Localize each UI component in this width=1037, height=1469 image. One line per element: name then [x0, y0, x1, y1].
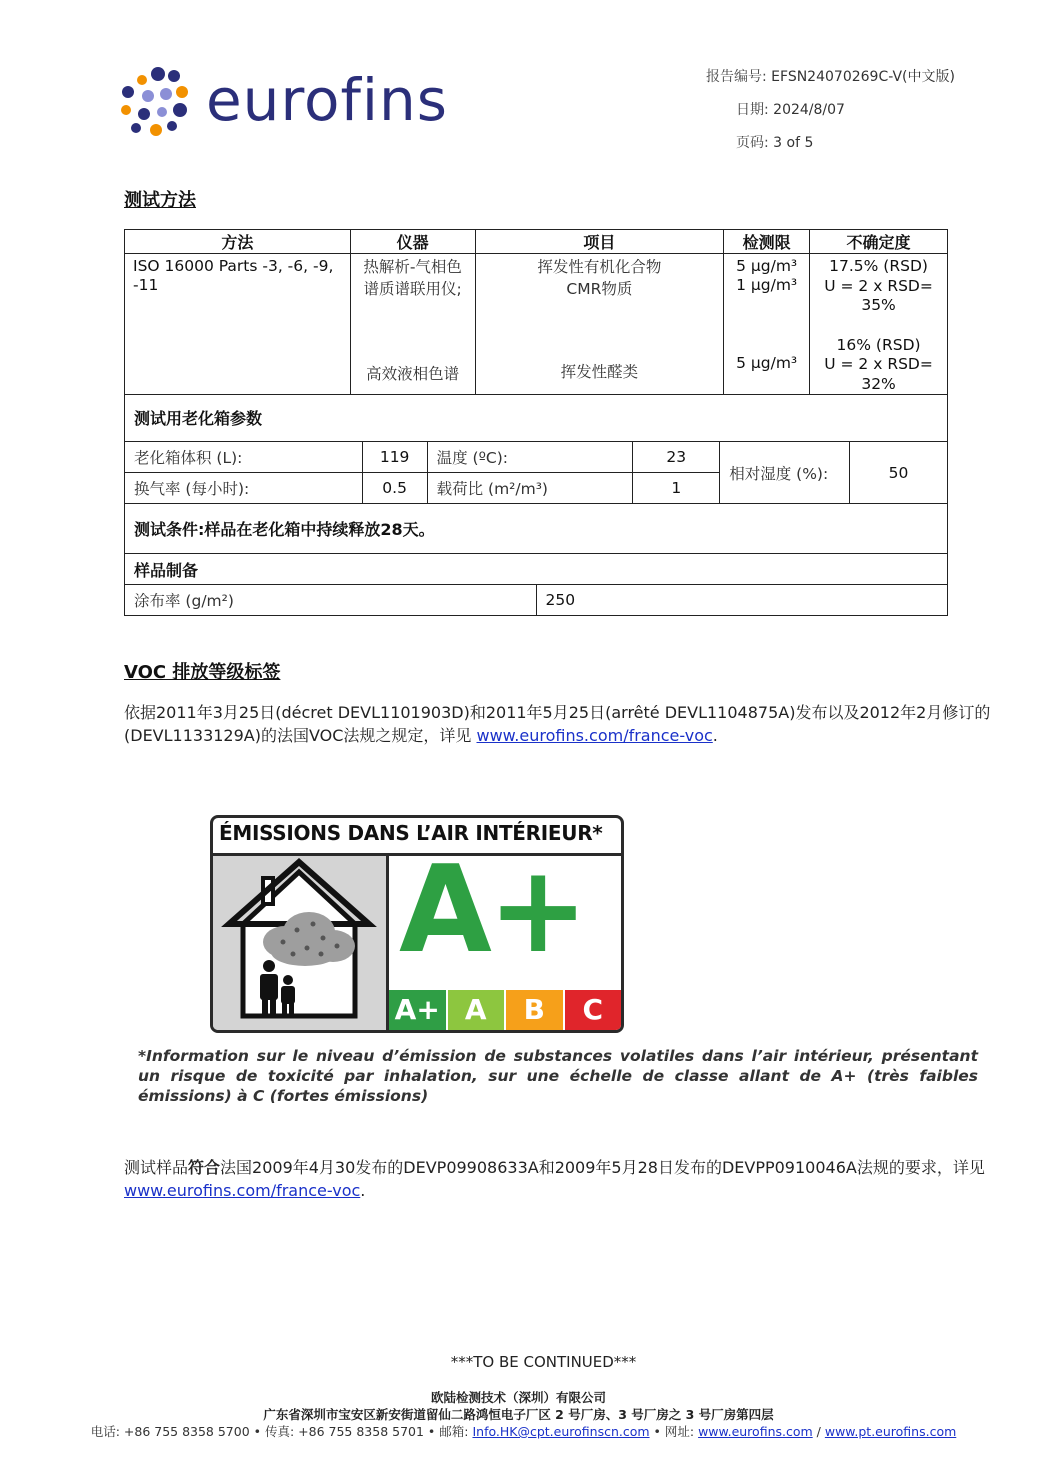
- limit-1b: 1 µg/m³: [736, 276, 798, 294]
- col-header-uncertainty: 不确定度: [810, 230, 948, 254]
- table-row: [125, 442, 948, 473]
- table-row: [125, 585, 948, 616]
- compliance-text: [124, 1156, 994, 1202]
- test-method-table: [124, 229, 948, 395]
- compliance-end: .: [360, 1181, 366, 1200]
- test-condition: 测试条件:样品在老化箱中持续释放28天。: [134, 520, 435, 539]
- section-title-test-method: 测试方法: [124, 190, 196, 211]
- france-voc-link-2[interactable]: www.eurofins.com/france-voc: [124, 1181, 361, 1200]
- item-1b: CMR物质: [566, 280, 633, 298]
- website-link-1[interactable]: www.eurofins.com: [698, 1424, 813, 1439]
- volume-value: 119: [362, 442, 427, 473]
- unc-1c: 35%: [861, 296, 896, 314]
- emission-note: *Information sur le niveau d’émission de substances volatiles dans l’air intérieur, présentant un risque de toxicité par inhalation, sur une échelle de classe allant de A+ (très faibles émissions) à C (fortes émissions): [138, 1047, 978, 1105]
- coating-rate-value: 250: [536, 585, 948, 616]
- voc-regulation-text: [124, 701, 994, 747]
- house-with-family-icon: [213, 856, 386, 1030]
- humidity-value: 50: [850, 442, 948, 504]
- report-number: EFSN24070269C-V(中文版): [771, 69, 955, 85]
- date-line: [736, 99, 845, 119]
- item-cell: [475, 254, 724, 395]
- air-change-value: 0.5: [362, 473, 427, 504]
- company-address: 广东省深圳市宝安区新安街道留仙二路鸿恒电子厂区 2 号厂房、3 号厂房之 3 号厂房第四层: [263, 1407, 774, 1422]
- table-header-row: [125, 230, 948, 254]
- instrument-2: 高效液相色谱: [366, 365, 460, 383]
- contact-phone-fax: 电话: +86 755 8358 5700 • 传真: +86 755 8358 5701 • 邮箱:: [90, 1424, 473, 1439]
- class-scale: [389, 990, 621, 1030]
- house-panel: [213, 856, 389, 1030]
- class-a-plus: A+: [389, 990, 448, 1030]
- web-separator: /: [812, 1424, 825, 1439]
- load-label: 载荷比 (m²/m³): [427, 473, 633, 504]
- page-number: 3 of 5: [773, 135, 814, 151]
- company-contact: [0, 1422, 1037, 1440]
- email-link[interactable]: Info.HK@cpt.eurofinscn.com: [472, 1424, 650, 1439]
- humidity-label: 相对湿度 (%):: [720, 442, 850, 504]
- chamber-title: 测试用老化箱参数: [134, 409, 263, 428]
- col-header-instrument: 仪器: [350, 230, 475, 254]
- page-line: [736, 132, 813, 152]
- load-value: 1: [633, 473, 720, 504]
- method-cell: ISO 16000 Parts -3, -6, -9, -11: [125, 254, 351, 395]
- table-row: [125, 254, 948, 395]
- col-header-limit: 检测限: [724, 230, 810, 254]
- chamber-table: [124, 441, 948, 504]
- limit-cell: [724, 254, 810, 395]
- prep-table: [124, 584, 948, 616]
- class-a: A: [448, 990, 507, 1030]
- unc-2b: U = 2 x RSD=: [824, 355, 933, 373]
- continued-marker: ***TO BE CONTINUED***: [450, 1353, 637, 1371]
- limit-2: 5 µg/m³: [736, 354, 798, 372]
- item-1a: 挥发性有机化合物: [537, 258, 662, 276]
- compliance-c: 法国2009年4月30发布的DEVP09908633A和2009年5月28日发布的DEVPP0910046A法规的要求，详见: [220, 1158, 985, 1177]
- volume-label: 老化箱体积 (L):: [125, 442, 363, 473]
- emission-label: [210, 815, 624, 1033]
- report-date: 2024/8/07: [773, 102, 845, 118]
- prep-title: 样品制备: [134, 561, 199, 580]
- air-change-label: 换气率 (每小时):: [125, 473, 363, 504]
- class-c: C: [565, 990, 622, 1030]
- france-voc-link[interactable]: www.eurofins.com/france-voc: [476, 726, 713, 745]
- class-b: B: [506, 990, 565, 1030]
- contact-web-label: • 网址:: [649, 1424, 699, 1439]
- instrument-1: 热解析-气相色谱质谱联用仪;: [363, 258, 462, 298]
- company-name: 欧陆检测技术（深圳）有限公司: [430, 1390, 606, 1405]
- grade-panel: [389, 841, 621, 990]
- report-number-label: 报告编号:: [706, 69, 767, 85]
- prep-title-row: [124, 553, 948, 585]
- report-number-line: [706, 66, 955, 86]
- section-title-voc: VOC 排放等级标签: [124, 662, 281, 683]
- voc-para-1: 依据2011年3月25日(décret DEVL1101903D)和2011年5月25日(arrêté DEVL1104875A)发布以及2012年2月修订的(DEVL1133129A)的法国VOC法规之规定，详见: [124, 703, 991, 745]
- condition-row: [124, 503, 948, 554]
- uncertainty-cell: [810, 254, 948, 395]
- col-header-item: 项目: [475, 230, 724, 254]
- chamber-title-row: [124, 390, 948, 442]
- website-link-2[interactable]: www.pt.eurofins.com: [824, 1424, 957, 1439]
- eurofins-logo: [118, 62, 478, 142]
- unc-1a: 17.5% (RSD): [829, 257, 928, 275]
- unc-2a: 16% (RSD): [836, 335, 921, 354]
- brand-name: eurofins: [206, 66, 449, 134]
- coating-rate-label: 涂布率 (g/m²): [125, 585, 537, 616]
- page-label: 页码:: [736, 135, 769, 151]
- temp-label: 温度 (ºC):: [427, 442, 633, 473]
- limit-1a: 5 µg/m³: [736, 257, 798, 275]
- unc-1b: U = 2 x RSD=: [824, 276, 933, 295]
- eurofins-logo-mark-icon: [118, 62, 198, 142]
- temp-value: 23: [633, 442, 720, 473]
- instrument-cell: [350, 254, 475, 395]
- compliance-b: 符合: [188, 1158, 221, 1177]
- grade-big: A+: [399, 841, 585, 980]
- item-2: 挥发性醛类: [560, 363, 639, 381]
- date-label: 日期:: [736, 102, 769, 118]
- emission-label-title: ÉMISSIONS DANS L’AIR INTÉRIEUR*: [213, 818, 621, 856]
- col-header-method: 方法: [125, 230, 351, 254]
- compliance-a: 测试样品: [124, 1158, 189, 1177]
- voc-para-1-end: .: [712, 726, 718, 745]
- unc-2c: 32%: [861, 374, 896, 393]
